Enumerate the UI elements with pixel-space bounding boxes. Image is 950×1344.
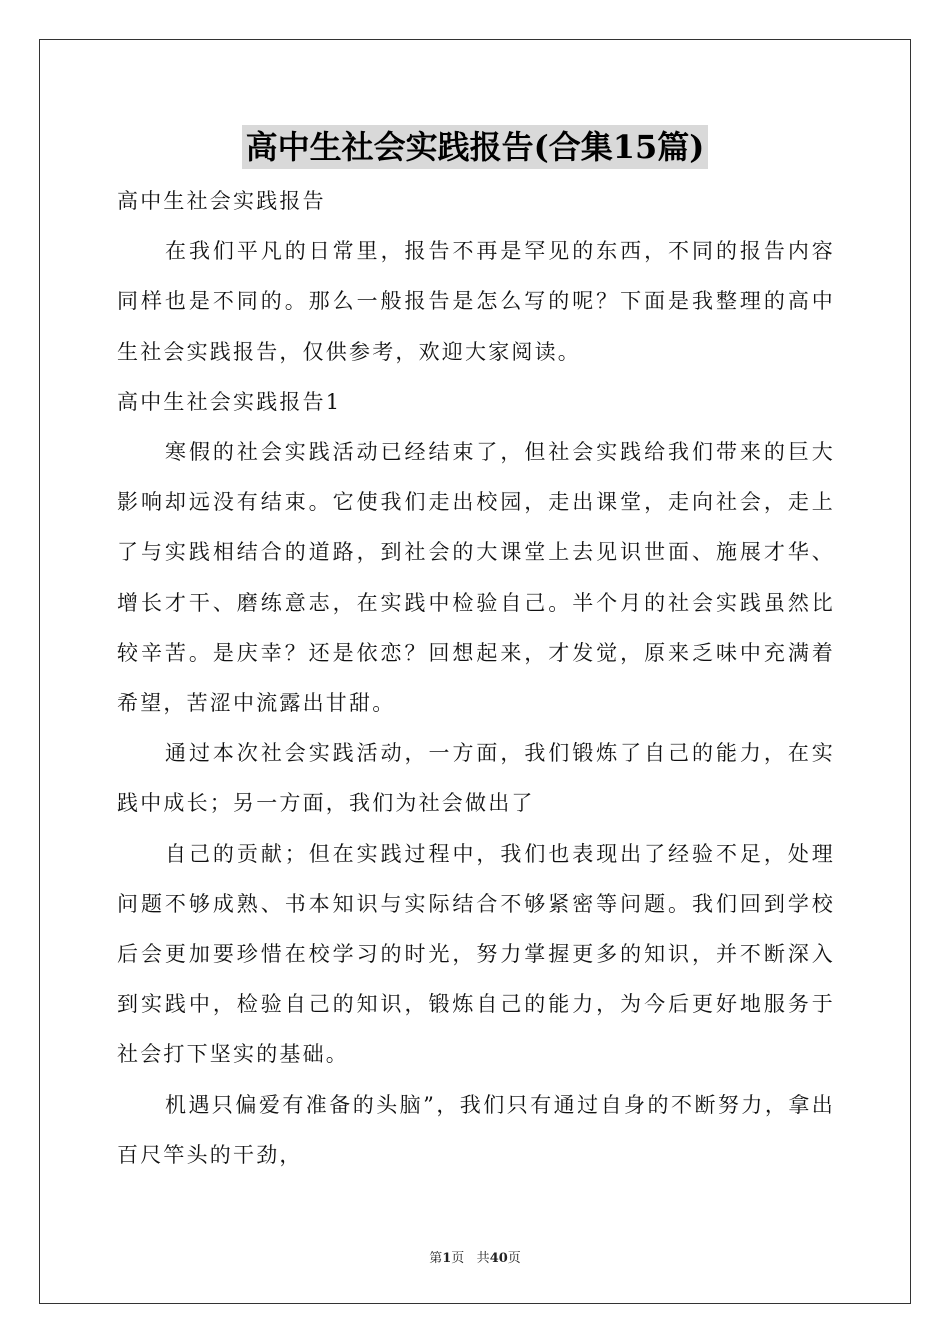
paragraph: 高中生社会实践报告1 [117, 389, 342, 414]
paragraph: 寒假的社会实践活动已经结束了，但社会实践给我们带来的巨大影响却远没有结束。它使我们走出校园，走出课堂，走向社会，走上了与实践相结合的道路，到社会的大课堂上去见识世面、施展才华、增长才干、磨练意志，在实践中检验自己。半个月的社会实践虽然比较辛苦。是庆幸？还是依恋？回想起来，才发觉，原来乏味中充满着希望，苦涩中流露出甘甜。 [117, 440, 835, 716]
paragraph: 通过本次社会实践活动，一方面，我们锻炼了自己的能力，在实践中成长；另一方面，我们为社会做出了 [117, 741, 835, 816]
paragraph: 高中生社会实践报告 [117, 189, 326, 213]
page-suffix: 页 [451, 1251, 465, 1266]
paragraph: 自己的贡献；但在实践过程中，我们也表现出了经验不足，处理问题不够成熟、书本知识与实际结合不够紧密等问题。我们回到学校后会更加要珍惜在校学习的时光，努力掌握更多的知识，并不断深入到实践中，检验自己的知识，锻炼自己的能力，为今后更好地服务于社会打下坚实的基础。 [117, 841, 835, 1067]
document-body [117, 176, 835, 1180]
total-prefix: 共 [476, 1251, 490, 1266]
paragraph: 在我们平凡的日常里，报告不再是罕见的东西，不同的报告内容同样也是不同的。那么一般报告是怎么写的呢？下面是我整理的高中生社会实践报告，仅供参考，欢迎大家阅读。 [117, 239, 835, 364]
title-container [0, 125, 950, 169]
document-title: 高中生社会实践报告(合集15篇) [242, 125, 709, 169]
current-page-number: 1 [442, 1251, 452, 1266]
page-prefix: 第 [429, 1251, 443, 1266]
total-page-count: 40 [489, 1251, 508, 1266]
page-footer [0, 1247, 950, 1266]
total-suffix: 页 [507, 1251, 521, 1266]
paragraph: 机遇只偏爱有准备的头脑”，我们只有通过自身的不断努力，拿出百尺竿头的干劲， [117, 1092, 835, 1167]
